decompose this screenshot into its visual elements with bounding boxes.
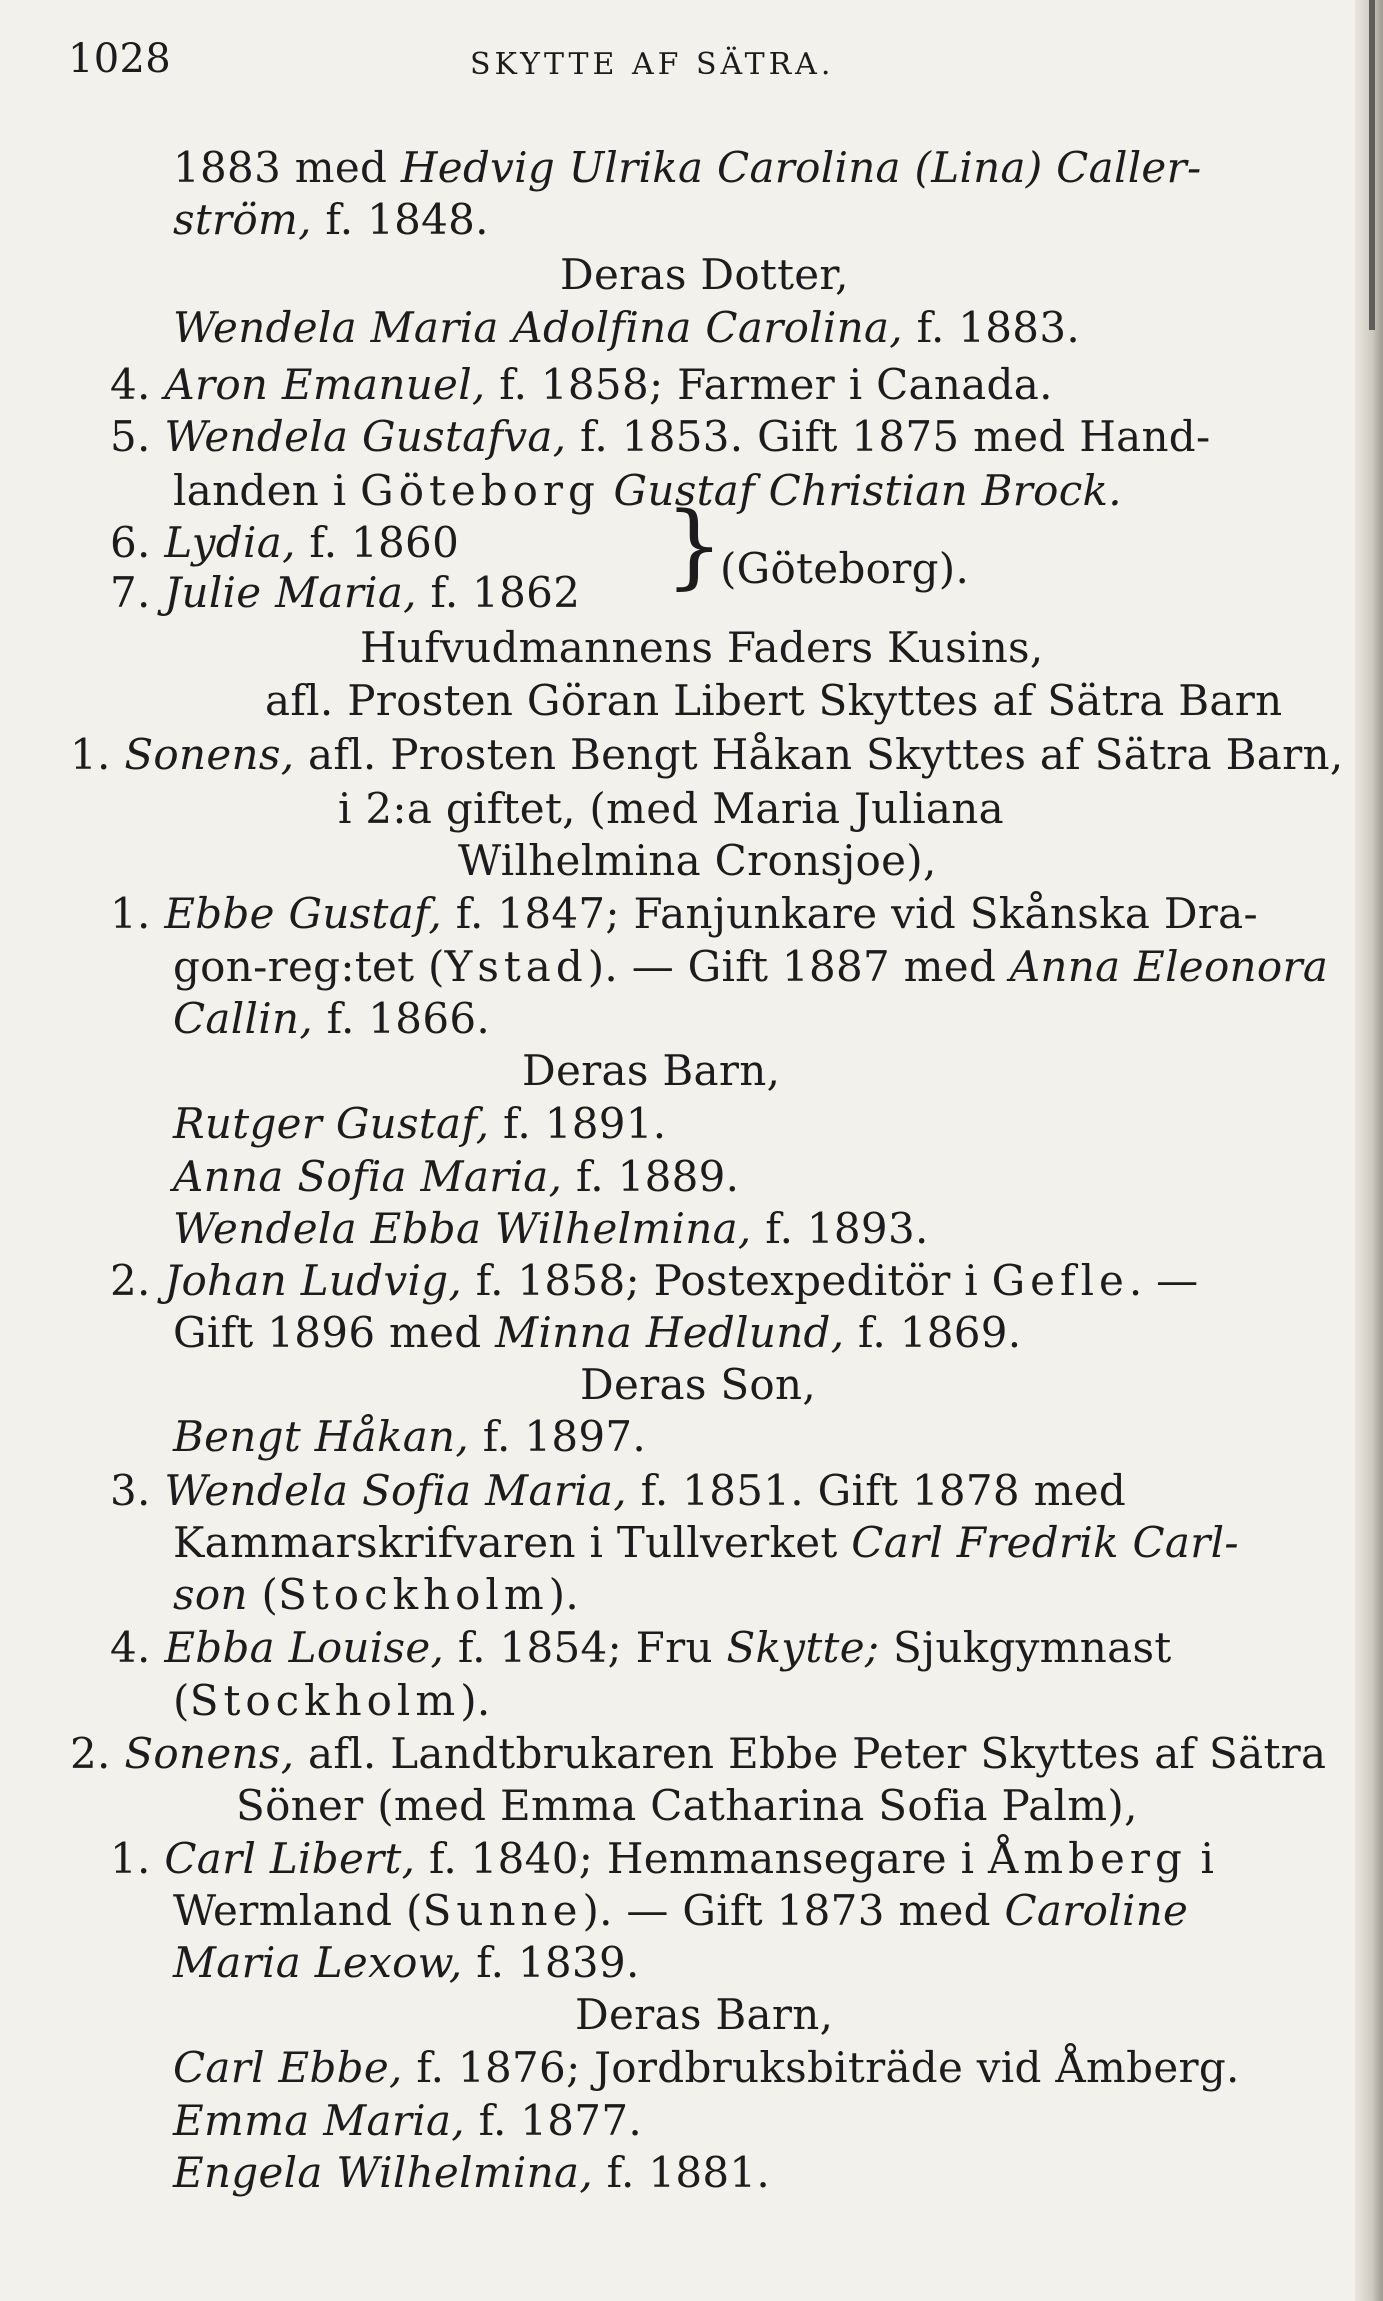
text-line: son (Stockholm). bbox=[173, 1570, 579, 1619]
brace-symbol: } bbox=[665, 492, 724, 599]
text-line: Wilhelmina Cronsjoe), bbox=[458, 836, 937, 885]
brace-note: (Göteborg). bbox=[720, 544, 970, 593]
section-heading: Deras Barn, bbox=[522, 1046, 781, 1095]
text-line: 2. Sonens, afl. Landtbrukaren Ebbe Peter Skyttes af Sätra bbox=[70, 1729, 1327, 1778]
page-edge bbox=[1355, 0, 1383, 2301]
section-heading: afl. Prosten Göran Libert Skyttes af Sätra Barn bbox=[265, 676, 1283, 725]
text-line: 1. Sonens, afl. Prosten Bengt Håkan Skyttes af Sätra Barn, bbox=[70, 730, 1344, 779]
text-line: Bengt Håkan, f. 1897. bbox=[173, 1412, 647, 1461]
text-line: Callin, f. 1866. bbox=[173, 994, 491, 1043]
running-header: SKYTTE AF SÄTRA. bbox=[470, 47, 835, 82]
bleed-through-text bbox=[130, 180, 143, 226]
text-line: 2. Johan Ludvig, f. 1858; Postexpeditör i Gefle. — bbox=[110, 1256, 1199, 1305]
text-line: 6. Lydia, f. 1860 bbox=[110, 518, 460, 567]
text-line: Kammarskrifvaren i Tullverket Carl Fredrik Carl- bbox=[173, 1518, 1239, 1567]
text-line: gon-reg:tet (Ystad). — Gift 1887 med Anna Eleonora bbox=[173, 942, 1329, 991]
text-line: Wendela Maria Adolfina Carolina, f. 1883. bbox=[173, 303, 1081, 352]
text-line: ström, f. 1848. bbox=[173, 195, 489, 244]
text-line: Carl Ebbe, f. 1876; Jordbruksbiträde vid Åmberg. bbox=[173, 2043, 1240, 2092]
text-line: Wendela Ebba Wilhelmina, f. 1893. bbox=[173, 1204, 929, 1253]
text-line: Engela Wilhelmina, f. 1881. bbox=[173, 2148, 771, 2197]
text-line: Gift 1896 med Minna Hedlund, f. 1869. bbox=[173, 1308, 1022, 1357]
text-line: 5. Wendela Gustafva, f. 1853. Gift 1875 med Hand- bbox=[110, 412, 1211, 461]
text-line: Maria Lexow, f. 1839. bbox=[173, 1938, 640, 1987]
text-line: 4. Aron Emanuel, f. 1858; Farmer i Canada. bbox=[110, 360, 1053, 409]
text-line: 4. Ebba Louise, f. 1854; Fru Skytte; Sjukgymnast bbox=[110, 1623, 1172, 1672]
text-line: Emma Maria, f. 1877. bbox=[173, 2096, 642, 2145]
text-line: 7. Julie Maria, f. 1862 bbox=[110, 568, 581, 617]
text-line: 1. Carl Libert, f. 1840; Hemmansegare i Åmberg i bbox=[110, 1834, 1215, 1883]
section-heading: Deras Dotter, bbox=[560, 250, 849, 299]
page-number: 1028 bbox=[68, 36, 171, 82]
text-line: Wermland (Sunne). — Gift 1873 med Caroline bbox=[173, 1886, 1189, 1935]
text-line: 3. Wendela Sofia Maria, f. 1851. Gift 1878 med bbox=[110, 1466, 1127, 1515]
text-line: Anna Sofia Maria, f. 1889. bbox=[173, 1152, 740, 1201]
text-line: 1. Ebbe Gustaf, f. 1847; Fanjunkare vid Skånska Dra- bbox=[110, 889, 1258, 938]
section-heading: Deras Barn, bbox=[575, 1990, 834, 2039]
text-line: (Stockholm). bbox=[173, 1676, 491, 1725]
text-line: landen i Göteborg Gustaf Christian Brock. bbox=[173, 466, 1122, 515]
section-heading: Deras Son, bbox=[580, 1360, 817, 1409]
binding-mark bbox=[1369, 0, 1375, 330]
text-line: 1883 med Hedvig Ulrika Carolina (Lina) Caller- bbox=[173, 143, 1202, 192]
text-line: Rutger Gustaf, f. 1891. bbox=[173, 1099, 667, 1148]
text-line: Söner (med Emma Catharina Sofia Palm), bbox=[236, 1781, 1138, 1830]
section-heading: Hufvudmannens Faders Kusins, bbox=[360, 623, 1044, 672]
text-line: i 2:a giftet, (med Maria Juliana bbox=[338, 784, 1004, 833]
